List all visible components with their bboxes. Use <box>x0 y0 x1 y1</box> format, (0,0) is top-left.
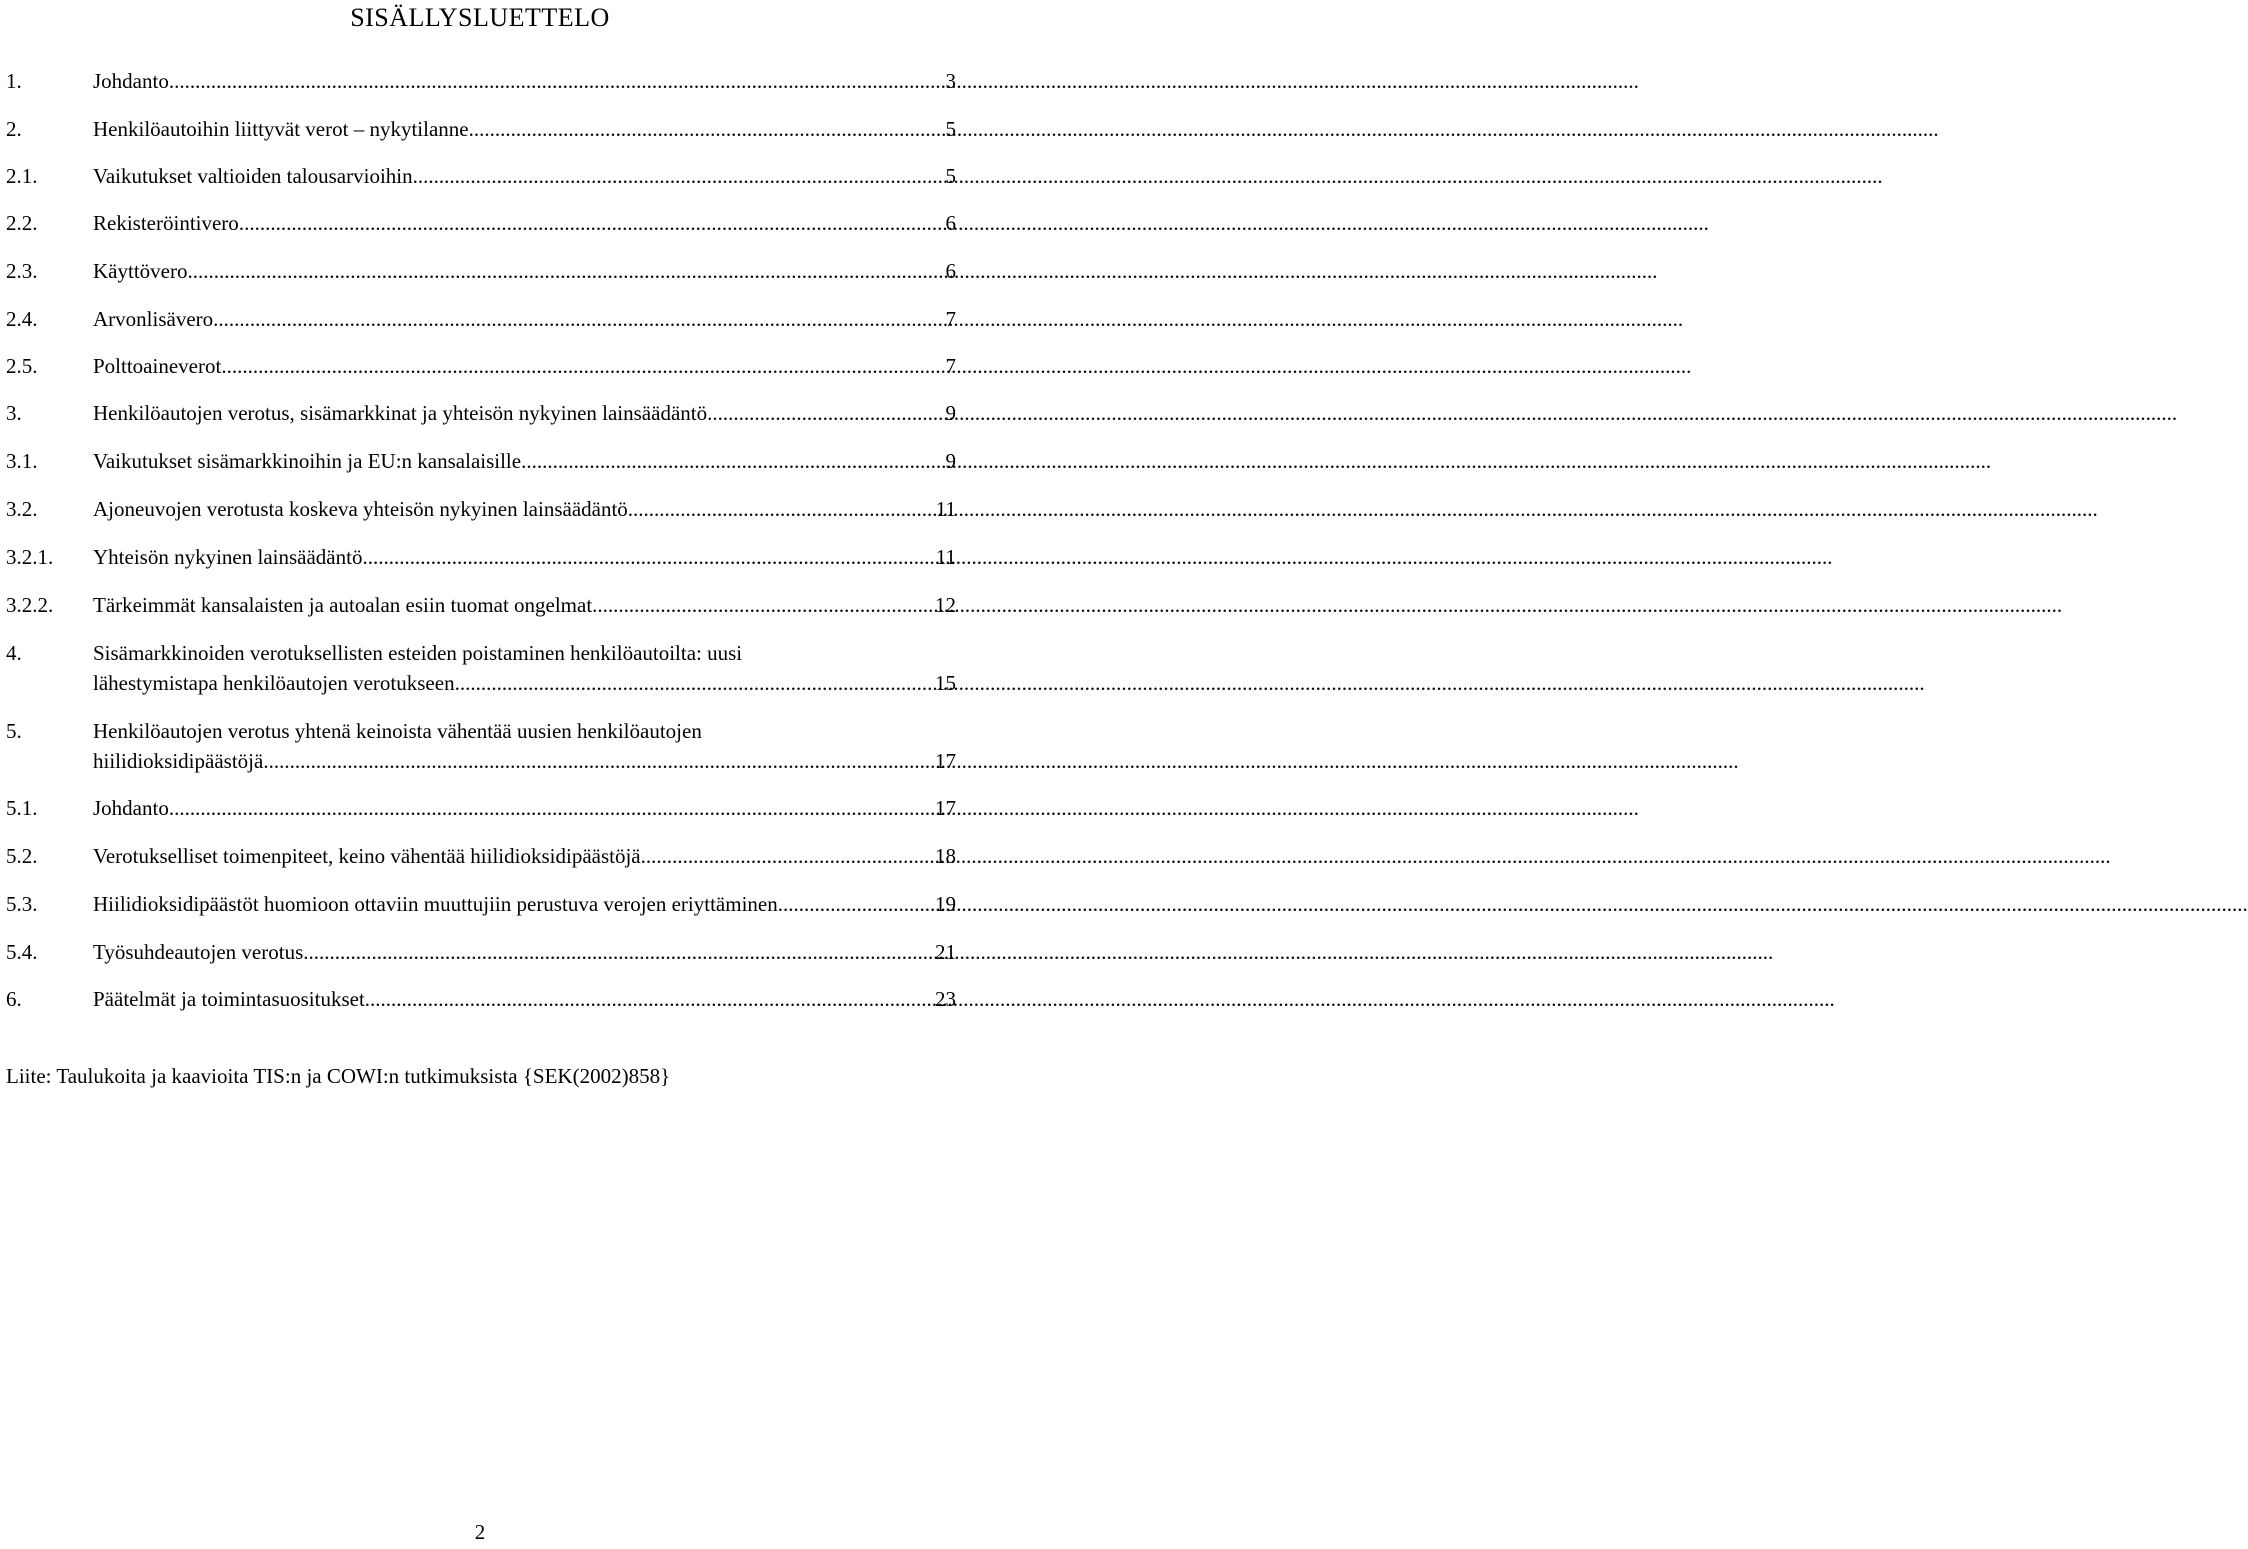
toc-entry-number: 6. <box>6 987 22 1011</box>
toc-entry-page: 18 <box>935 844 956 868</box>
toc-entry-number: 5.4. <box>6 940 38 964</box>
toc-leader-dots <box>628 494 932 524</box>
appendix-note: Liite: Taulukoita ja kaavioita TIS:n ja COWI:n tutkimuksista {SEK(2002)858} <box>6 1064 671 1088</box>
toc-entry-title: Henkilöautojen verotus, sisämarkkinat ja yhteisön nykyinen lainsäädäntö <box>93 401 708 425</box>
toc-leader-dots <box>362 542 931 572</box>
toc-leader-dots <box>455 668 931 698</box>
toc-entry-number: 2.5. <box>6 354 38 378</box>
toc-entry-page: 23 <box>935 987 956 1011</box>
toc-leader-dots <box>592 590 931 620</box>
toc-leader-dots <box>169 793 931 823</box>
toc-entry-number: 2. <box>6 117 22 141</box>
toc-entry-page: 21 <box>935 940 956 964</box>
toc-entry-title: Hiilidioksidipäästöt huomioon ottaviin muuttujiin perustuva verojen eriyttäminen <box>93 892 778 916</box>
toc-leader-dots <box>269 746 931 776</box>
toc-entry-number: 4. <box>6 641 22 665</box>
toc-entry-page: 9 <box>945 401 956 425</box>
toc-leader-dots <box>707 398 941 428</box>
toc-leader-dots <box>778 889 931 919</box>
toc-entry-title: Henkilöautoihin liittyvät verot – nykytilanne <box>93 117 469 141</box>
toc-entry-title: Johdanto <box>93 796 169 820</box>
toc-entry-title: hiilidioksidipäästöjä. <box>93 749 269 773</box>
toc-leader-dots <box>303 937 931 967</box>
toc-entry-page: 17 <box>935 749 956 773</box>
toc-leader-dots <box>521 446 941 476</box>
toc-entry-number: 1. <box>6 69 22 93</box>
toc-entry-page: 12 <box>935 593 956 617</box>
toc-entry-page: 6 <box>945 211 956 235</box>
page-number: 2 <box>474 1520 486 1544</box>
toc-entry-page: 11 <box>935 497 956 521</box>
toc-entry-page: 6 <box>945 259 956 283</box>
toc-entry-number: 5.2. <box>6 844 38 868</box>
toc-entry-page: 11 <box>935 545 956 569</box>
toc-entry-number: 5. <box>6 719 22 743</box>
toc-entry-title: Johdanto <box>93 69 169 93</box>
toc-entry-title: Arvonlisävero <box>93 307 214 331</box>
toc-entry-title: lähestymistapa henkilöautojen verotukseen <box>93 671 455 695</box>
toc-entry-title: Polttoaineverot <box>93 354 222 378</box>
toc-leader-dots <box>169 66 942 96</box>
toc-entry-page: 7 <box>945 307 956 331</box>
toc-entry-title: Vaikutukset valtioiden talousarvioihin <box>93 164 413 188</box>
toc-entry-title: Työsuhdeautojen verotus <box>93 940 304 964</box>
toc-leader-dots <box>213 304 941 334</box>
toc-entry-title: Päätelmät ja toimintasuositukset <box>93 987 365 1011</box>
toc-entry-page: 17 <box>935 796 956 820</box>
toc-entry-title: Vaikutukset sisämarkkinoihin ja EU:n kansalaisille <box>93 449 522 473</box>
toc-entry-page: 3 <box>945 69 956 93</box>
toc-entry-title: Tärkeimmät kansalaisten ja autoalan esiin tuomat ongelmat <box>93 593 593 617</box>
toc-entry-title: Verotukselliset toimenpiteet, keino vähentää hiilidioksidipäästöjä <box>93 844 641 868</box>
toc-leader-dots <box>365 984 931 1014</box>
toc-leader-dots <box>187 256 941 286</box>
toc-entry-page: 7 <box>945 354 956 378</box>
toc-leader-dots <box>221 351 941 381</box>
toc-entry-page: 15 <box>935 671 956 695</box>
toc-entry-title: Ajoneuvojen verotusta koskeva yhteisön nykyinen lainsäädäntö <box>93 497 628 521</box>
toc-entry-number: 3. <box>6 401 22 425</box>
toc-entry-page: 5 <box>945 164 956 188</box>
toc-entry-title-line1: Sisämarkkinoiden verotuksellisten esteiden poistaminen henkilöautoilta: uusi <box>93 641 743 665</box>
toc-entry-number: 3.1. <box>6 449 38 473</box>
toc-title: SISÄLLYSLUETTELO <box>350 3 610 32</box>
toc-entry-number: 2.4. <box>6 307 38 331</box>
toc-entry-page: 9 <box>945 449 956 473</box>
toc-leader-dots <box>469 114 942 144</box>
toc-entry-title: Yhteisön nykyinen lainsäädäntö <box>93 545 363 569</box>
toc-entry-page: 5 <box>945 117 956 141</box>
toc-leader-dots <box>239 208 942 238</box>
toc-entry-number: 2.2. <box>6 211 38 235</box>
toc-entry-number: 3.2.1. <box>6 545 54 569</box>
toc-entry-number: 5.1. <box>6 796 38 820</box>
toc-entry-number: 3.2. <box>6 497 38 521</box>
toc-entry-number: 2.1. <box>6 164 38 188</box>
toc-entry-number: 2.3. <box>6 259 38 283</box>
toc-entry-title: Käyttövero <box>93 259 188 283</box>
toc-entry-number: 5.3. <box>6 892 38 916</box>
toc-leader-dots <box>413 161 942 191</box>
toc-leader-dots <box>641 841 931 871</box>
toc-entry-page: 19 <box>935 892 956 916</box>
toc-entry-number: 3.2.2. <box>6 593 54 617</box>
toc-entry-title-line1: Henkilöautojen verotus yhtenä keinoista vähentää uusien henkilöautojen <box>93 719 702 743</box>
toc-entry-title: Rekisteröintivero <box>93 211 239 235</box>
